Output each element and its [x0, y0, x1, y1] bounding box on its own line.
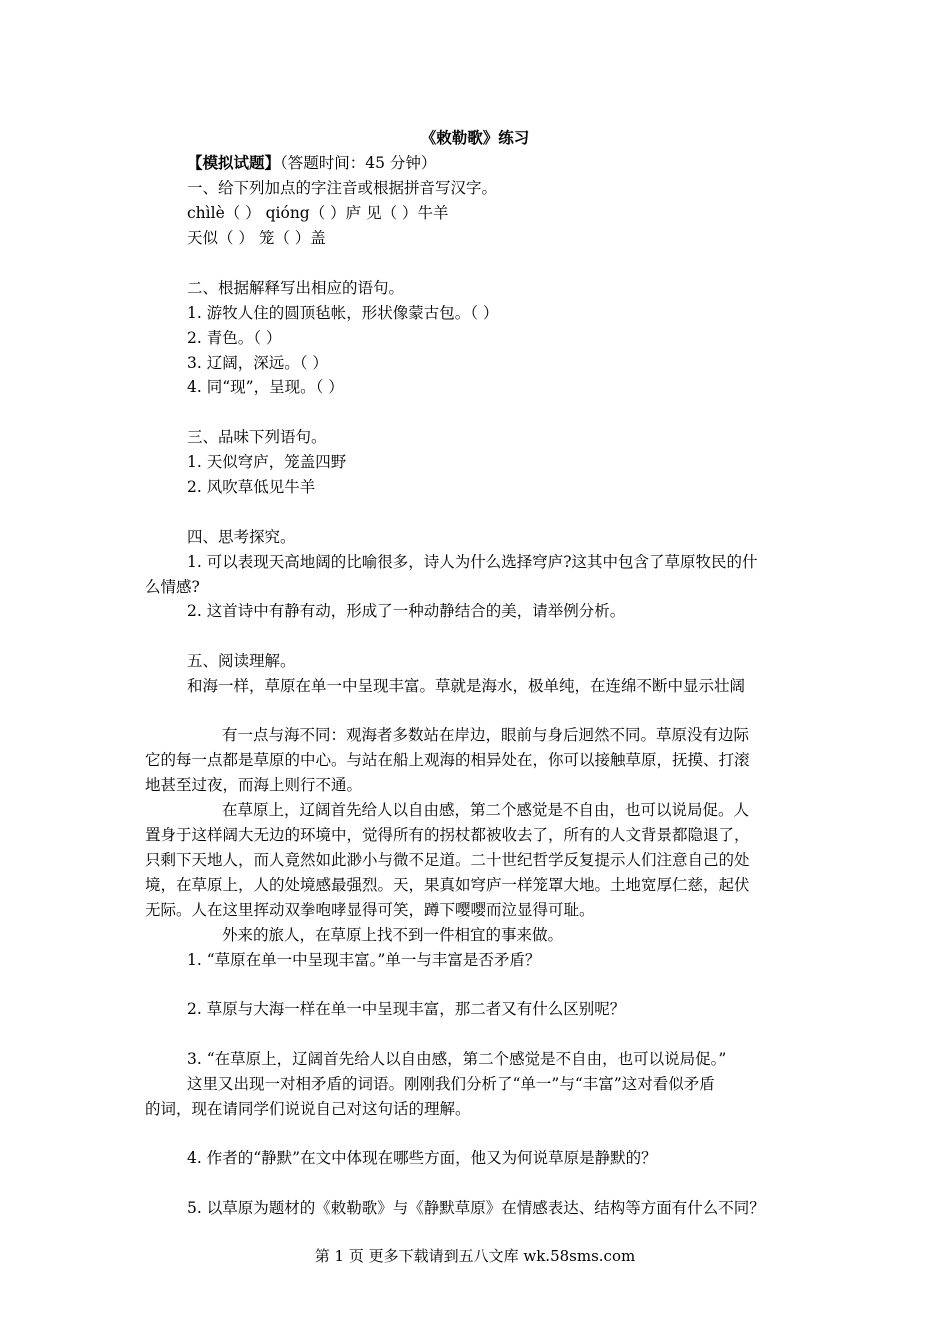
section1-row: 天似（ ） 笼（ ）盖	[187, 229, 326, 247]
passage-line: 和海一样，草原在单一中呈现丰富。草就是海水，极单纯，在连绵不断中显示壮阔	[187, 677, 746, 695]
passage-line: 无际。人在这里挥动双拳咆哮显得可笑，蹲下嘤嘤而泣显得可耻。	[145, 901, 595, 919]
exam-header-time: （答题时间：45 分钟）	[280, 154, 437, 172]
section5-question: 5. 以草原为题材的《敕勒歌》与《静默草原》在情感表达、结构等方面有什么不同？	[187, 1199, 765, 1217]
passage-line: 外来的旅人，在草原上找不到一件相宜的事来做。	[222, 926, 564, 944]
section3-item: 1. 天似穹庐，笼盖四野	[187, 453, 347, 471]
section5-question: 4. 作者的“静默”在文中体现在哪些方面，他又为何说草原是静默的？	[187, 1149, 657, 1167]
passage-line: 有一点与海不同：观海者多数站在岸边，眼前与身后迥然不同。草原没有边际	[222, 726, 750, 744]
section5-question: 3. “在草原上，辽阔首先给人以自由感，第二个感觉是不自由，也可以说局促。”	[187, 1050, 727, 1068]
section3-item: 2. 风吹草低见牛羊	[187, 478, 316, 496]
section1-row: chìlè（ ） qióng（ ）庐 见（ ）牛羊	[187, 204, 449, 222]
section3-heading: 三、品味下列语句。	[187, 428, 327, 446]
page-footer: 第 1 页 更多下载请到五八文库 wk.58sms.com	[314, 1247, 636, 1265]
section5-question: 2. 草原与大海一样在单一中呈现丰富，那二者又有什么区别呢？	[187, 1000, 626, 1018]
passage-line: 境，在草原上，人的处境感最强烈。天，果真如穹庐一样笼罩大地。土地宽厚仁慈，起伏	[145, 876, 750, 894]
section2-item: 4. 同“现”，呈现。（ ）	[187, 378, 344, 396]
passage-line: 在草原上，辽阔首先给人以自由感，第二个感觉是不自由，也可以说局促。人	[222, 801, 750, 819]
section2-item: 1. 游牧人住的圆顶毡帐，形状像蒙古包。（ ）	[187, 304, 499, 322]
section5-question: 这里又出现一对相矛盾的词语。刚刚我们分析了“单一”与“丰富”这对看似矛盾	[187, 1075, 715, 1093]
section2-heading: 二、根据解释写出相应的语句。	[187, 279, 405, 297]
section4-question: 1. 可以表现天高地阔的比喻很多，诗人为什么选择穹庐?这其中包含了草原牧民的什	[187, 553, 758, 571]
page-title: 《敕勒歌》练习	[420, 128, 530, 147]
section2-item: 3. 辽阔，深远。（ ）	[187, 354, 328, 372]
passage-line: 置身于这样阔大无边的环境中，觉得所有的拐杖都被收去了，所有的人文背景都隐退了，	[145, 826, 750, 844]
section4-question: 2. 这首诗中有静有动，形成了一种动静结合的美，请举例分析。	[187, 602, 626, 620]
section5-heading: 五、阅读理解。	[187, 652, 296, 670]
passage-line: 它的每一点都是草原的中心。与站在船上观海的相异处在，你可以接触草原，抚摸、打滚	[145, 751, 750, 769]
exam-header-label: 【模拟试题】	[187, 153, 281, 172]
section5-question: 1. “草原在单一中呈现丰富。”单一与丰富是否矛盾？	[187, 951, 541, 969]
passage-line: 只剩下天地人，而人竟然如此渺小与微不足道。二十世纪哲学反复提示人们注意自己的处	[145, 851, 750, 869]
passage-line: 地甚至过夜，而海上则行不通。	[145, 776, 363, 794]
exam-header	[187, 153, 436, 173]
section4-heading: 四、思考探究。	[187, 528, 296, 546]
section5-question: 的词，现在请同学们说说自己对这句话的理解。	[145, 1100, 471, 1118]
section2-item: 2. 青色。（ ）	[187, 329, 282, 347]
section1-heading: 一、给下列加点的字注音或根据拼音写汉字。	[187, 179, 498, 197]
section4-question: 么情感?	[145, 578, 200, 596]
